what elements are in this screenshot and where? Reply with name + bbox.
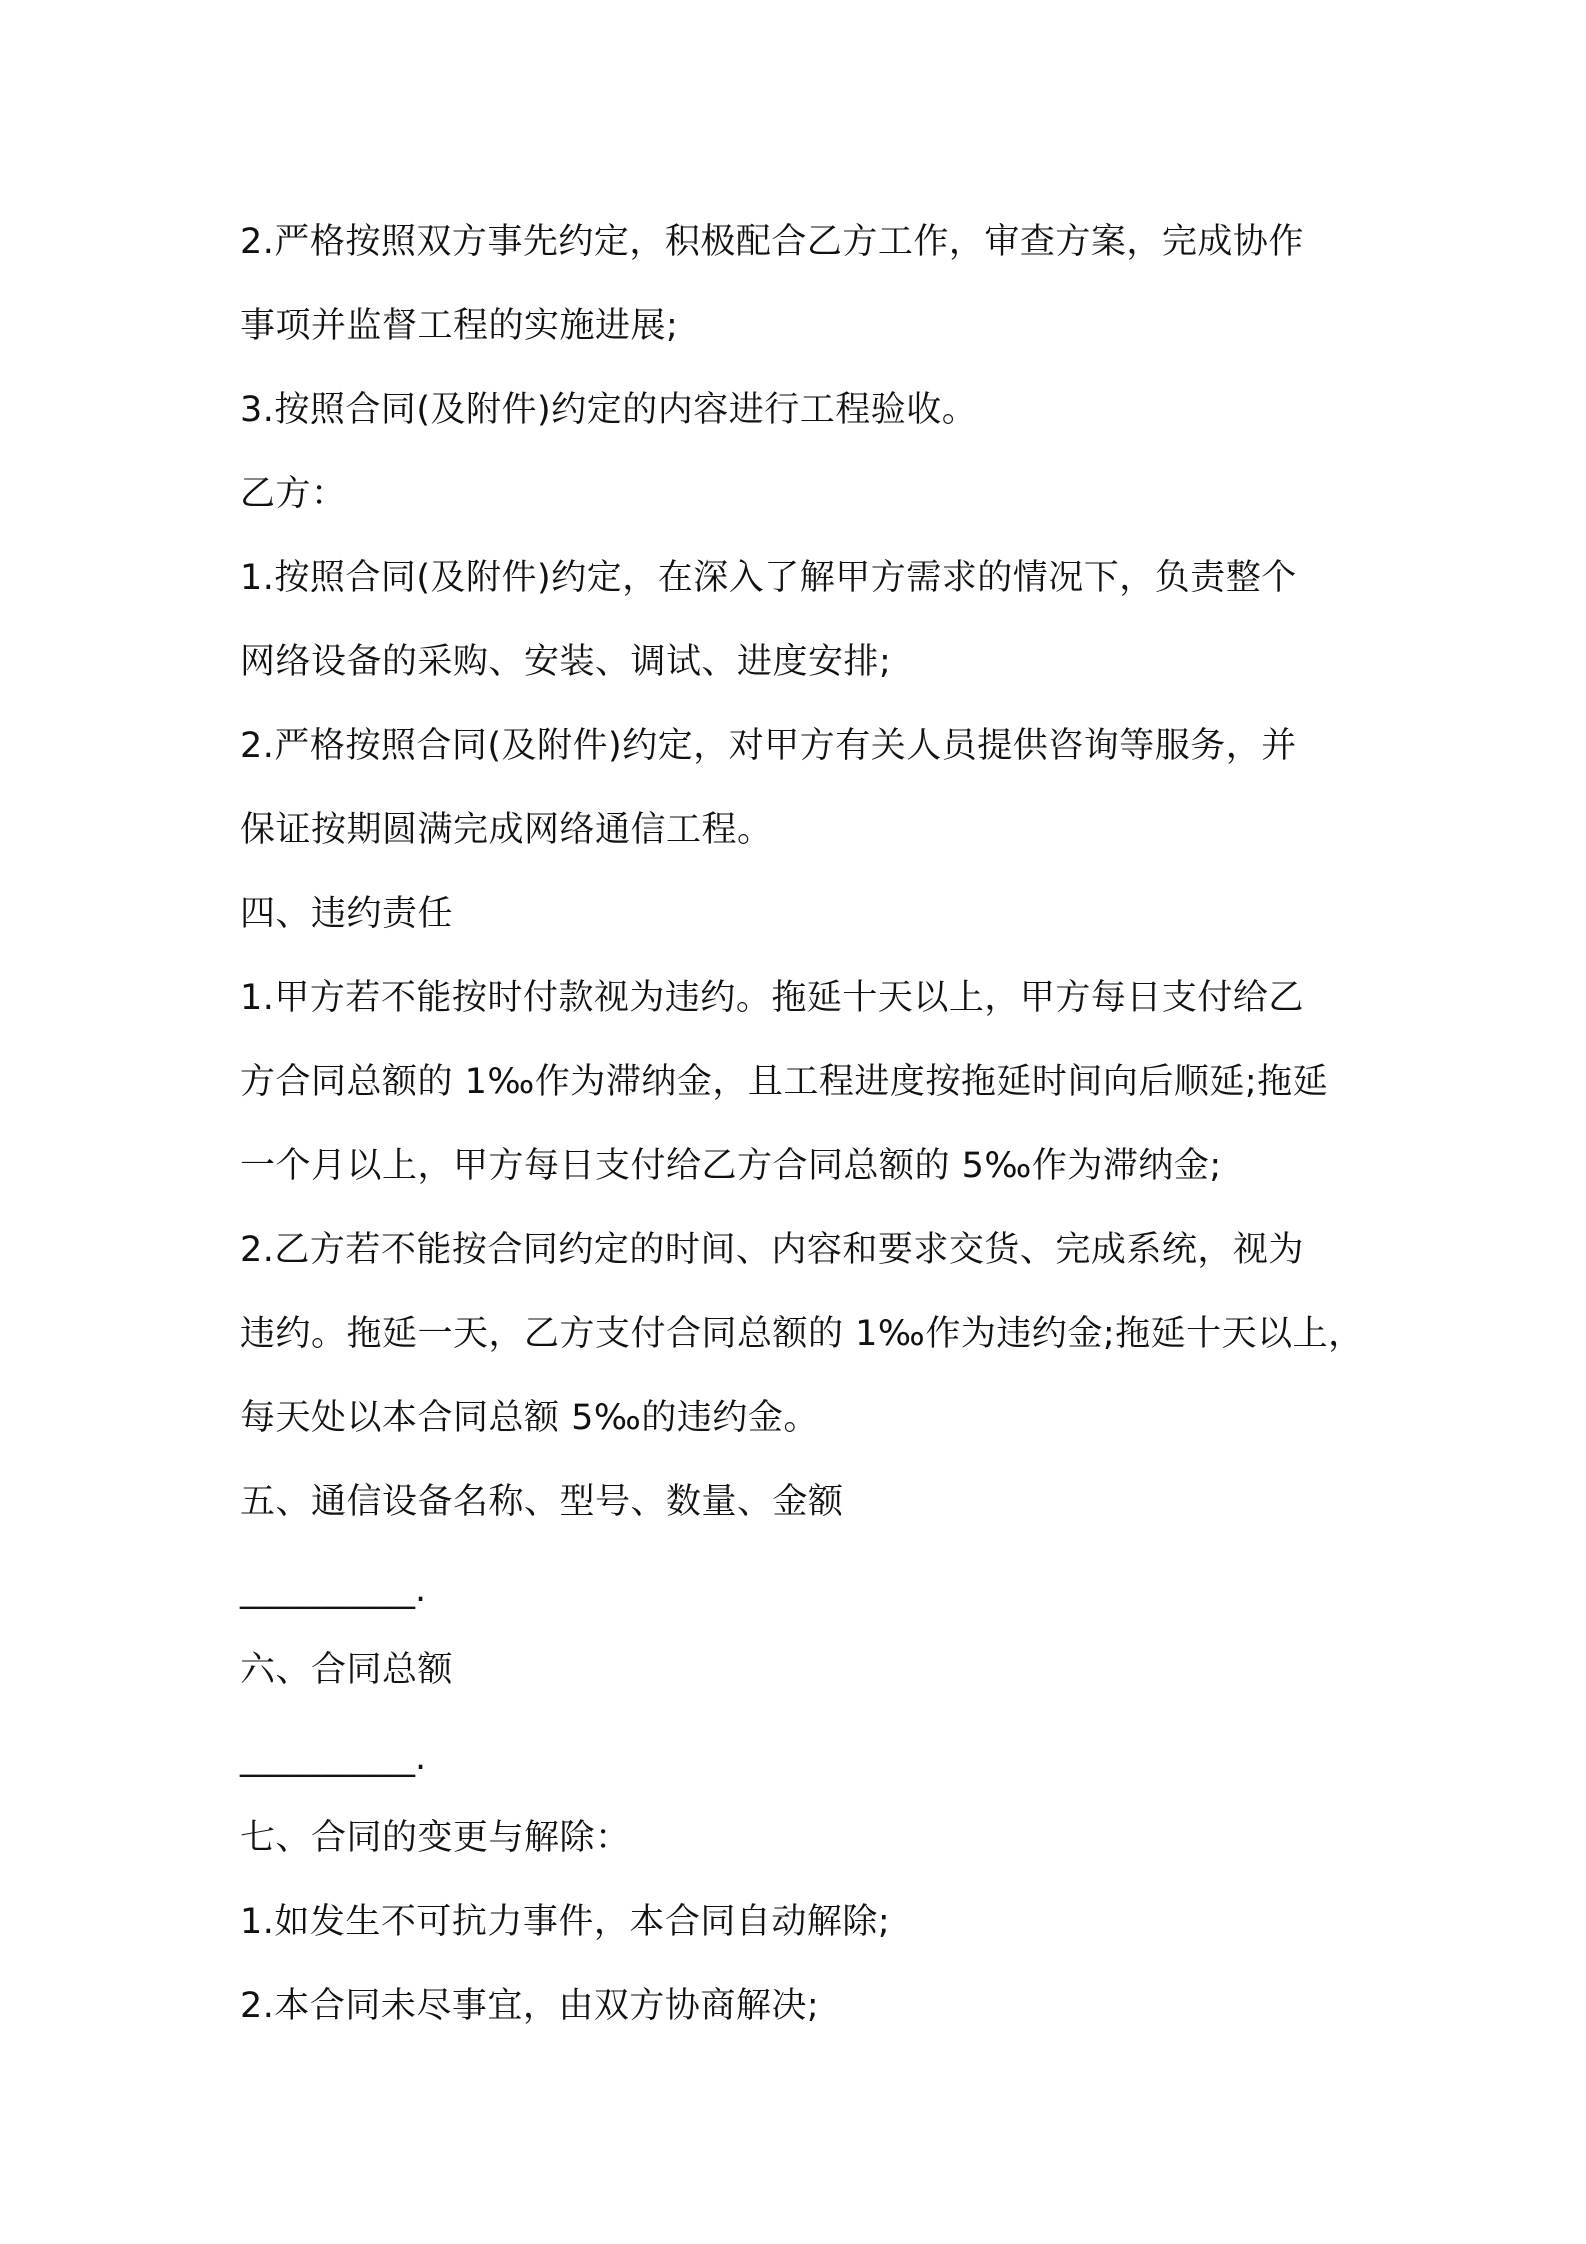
clause-text-line: 1.如发生不可抗力事件，本合同自动解除;	[240, 1902, 891, 1942]
clause-text-line: 事项并监督工程的实施进展;	[240, 306, 679, 346]
contract-body	[240, 200, 1364, 2048]
clause-text-line: 2.乙方若不能按合同约定的时间、内容和要求交货、完成系统，视为	[240, 1230, 1304, 1270]
clause-text-line: 2.本合同未尽事宜，由双方协商解决;	[240, 1986, 820, 2026]
clause-text-line: 3.按照合同(及附件)约定的内容进行工程验收。	[240, 390, 978, 430]
clause-text-line: 2.严格按照合同(及附件)约定，对甲方有关人员提供咨询等服务，并	[240, 726, 1297, 766]
fill-in-blank: __________.	[240, 1738, 427, 1778]
section-heading-breach-liability: 四、违约责任	[240, 894, 454, 934]
clause-text-line: 违约。拖延一天，乙方支付合同总额的 1‰作为违约金;拖延十天以上，	[240, 1314, 1364, 1354]
clause-text-line: 网络设备的采购、安装、调试、进度安排;	[240, 642, 892, 682]
clause-text-line: 每天处以本合同总额 5‰的违约金。	[240, 1398, 819, 1438]
clause-text-line: 一个月以上，甲方每日支付给乙方合同总额的 5‰作为滞纳金;	[240, 1146, 1222, 1186]
clause-text-line: 1.按照合同(及附件)约定，在深入了解甲方需求的情况下，负责整个	[240, 558, 1297, 598]
section-heading-amendment: 七、合同的变更与解除：	[240, 1818, 631, 1858]
party-b-heading: 乙方：	[240, 474, 347, 514]
clause-text-line: 保证按期圆满完成网络通信工程。	[240, 810, 773, 850]
clause-text-line: 2.严格按照双方事先约定，积极配合乙方工作，审查方案，完成协作	[240, 222, 1304, 262]
section-heading-contract-total: 六、合同总额	[240, 1650, 454, 1690]
section-heading-equipment: 五、通信设备名称、型号、数量、金额	[240, 1482, 844, 1522]
fill-in-blank: __________.	[240, 1570, 427, 1610]
clause-text-line: 1.甲方若不能按时付款视为违约。拖延十天以上，甲方每日支付给乙	[240, 978, 1304, 1018]
clause-text-line: 方合同总额的 1‰作为滞纳金，且工程进度按拖延时间向后顺延;拖延	[240, 1062, 1329, 1102]
